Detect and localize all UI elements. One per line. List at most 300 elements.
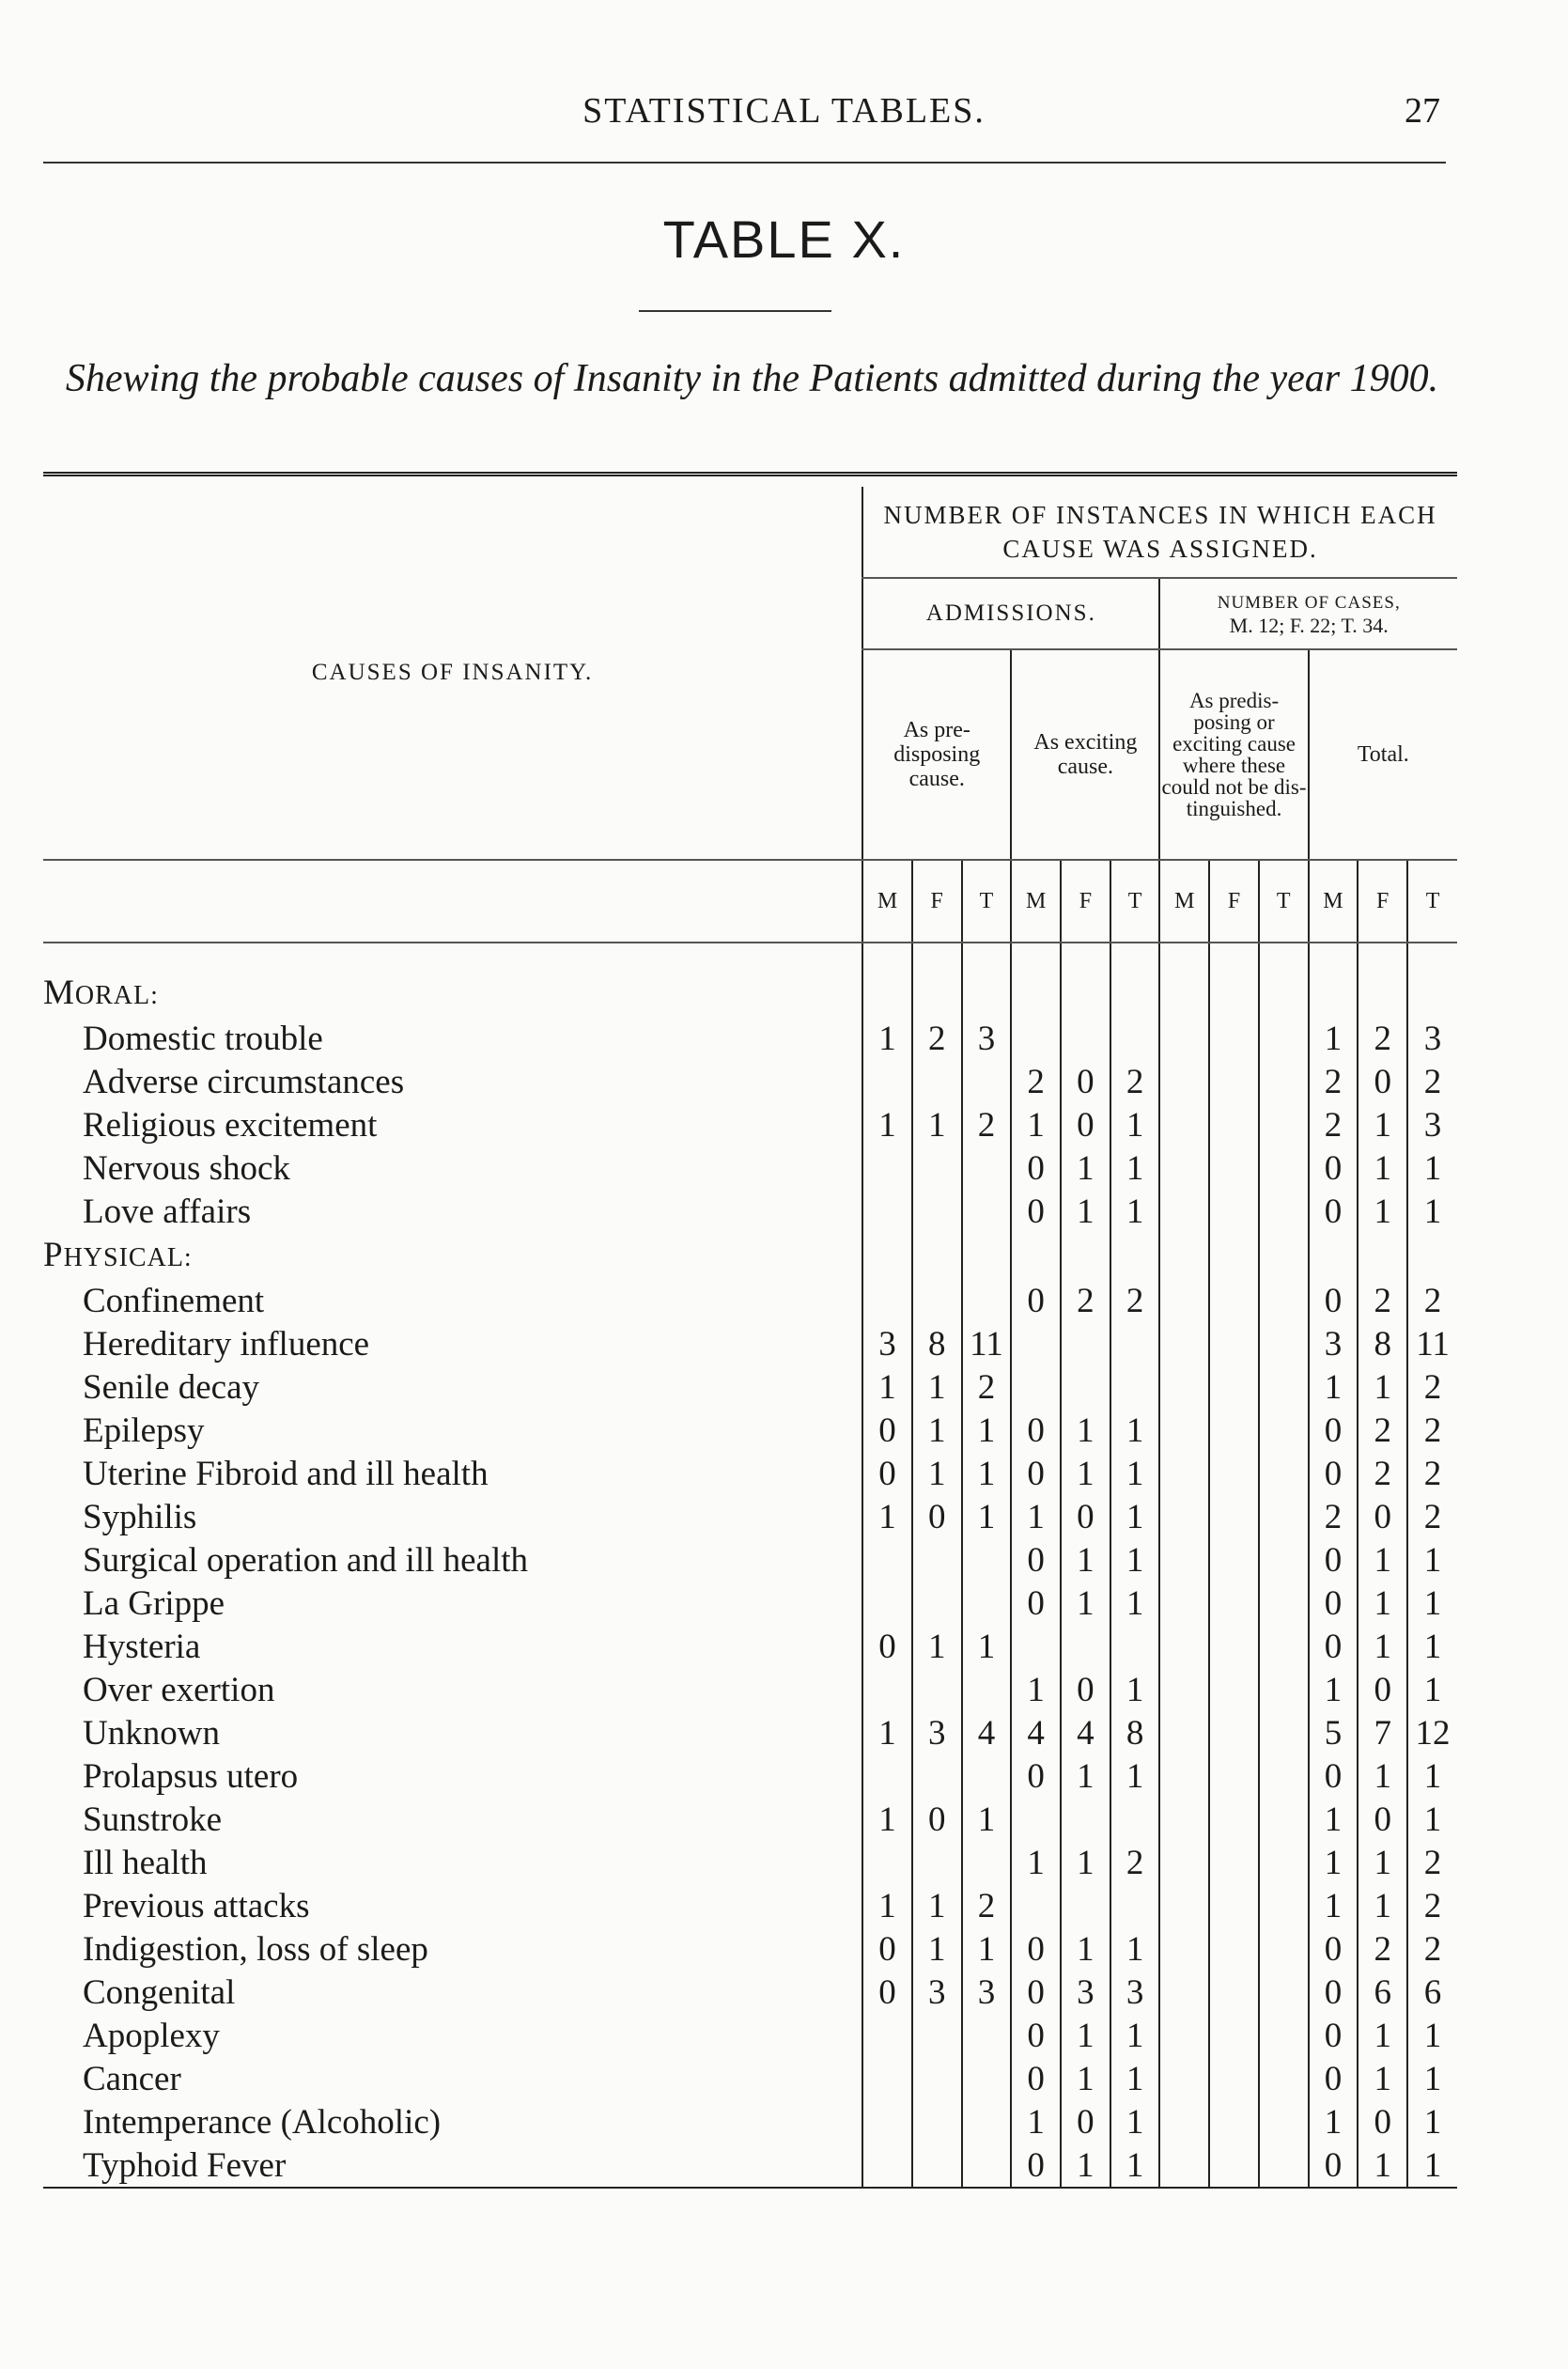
exc-value-cell xyxy=(1061,1366,1110,1410)
und-value-cell xyxy=(1209,2101,1259,2144)
tot-value-cell: 0 xyxy=(1358,1496,1407,1539)
cause-label: Ill health xyxy=(83,1844,208,1882)
table-top-rule xyxy=(43,472,1457,480)
tot-value-cell: 1 xyxy=(1407,1582,1457,1626)
pre-value-cell xyxy=(862,1539,912,1582)
exc-value-cell: 1 xyxy=(1110,1104,1160,1147)
tot-value-cell: 2 xyxy=(1407,1366,1457,1410)
page-number: 27 xyxy=(1405,91,1440,131)
und-value-cell xyxy=(1259,1712,1309,1755)
und-value-cell xyxy=(1159,1712,1209,1755)
tot-value-cell: 3 xyxy=(1407,1018,1457,1061)
exc-value-cell xyxy=(1110,1366,1160,1410)
pre-value-cell xyxy=(862,1842,912,1885)
cause-label: Nervous shock xyxy=(83,1149,290,1188)
pre-value-cell xyxy=(962,1539,1012,1582)
pre-value-cell xyxy=(912,1539,962,1582)
tot-value-cell: 5 xyxy=(1309,1712,1358,1755)
table-bottom-rule xyxy=(43,2187,1457,2189)
tot-value-cell: 1 xyxy=(1309,1799,1358,1842)
tot-value-cell: 2 xyxy=(1407,1496,1457,1539)
tot-value-cell: 0 xyxy=(1309,1453,1358,1496)
und-value-cell xyxy=(1159,2144,1209,2188)
pre-value-cell xyxy=(862,1582,912,1626)
tot-value-cell xyxy=(1407,1234,1457,1280)
exc-value-cell: 0 xyxy=(1061,1061,1110,1104)
und-value-cell xyxy=(1209,1234,1259,1280)
und-value-cell xyxy=(1259,1496,1309,1539)
exc-value-cell: 1 xyxy=(1011,2101,1061,2144)
exc-value-cell: 1 xyxy=(1110,2144,1160,2188)
tot-value-cell: 1 xyxy=(1407,1799,1457,1842)
cause-label: Indigestion, loss of sleep xyxy=(83,1930,428,1969)
pre-value-cell xyxy=(862,2058,912,2101)
und-value-cell xyxy=(1259,1669,1309,1712)
tot-value-cell: 6 xyxy=(1358,1972,1407,2015)
pre-value-cell xyxy=(862,1669,912,1712)
pre-value-cell xyxy=(912,2058,962,2101)
und-value-cell xyxy=(1159,1496,1209,1539)
pre-value-cell: 1 xyxy=(962,1410,1012,1453)
exc-value-cell: 0 xyxy=(1011,1280,1061,1323)
und-value-cell xyxy=(1259,1885,1309,1928)
causes-header: CAUSES OF INSANITY. xyxy=(43,487,862,860)
exc-value-cell: 2 xyxy=(1061,1280,1110,1323)
und-value-cell xyxy=(1159,1018,1209,1061)
pre-value-cell xyxy=(962,1191,1012,1234)
cause-label: Cancer xyxy=(83,2060,181,2098)
und-value-cell xyxy=(1209,1496,1259,1539)
title-rule xyxy=(639,310,831,312)
tot-value-cell: 0 xyxy=(1309,2015,1358,2058)
table-body xyxy=(43,943,1457,2188)
cause-label: Congenital xyxy=(83,1973,236,2012)
cause-label: Love affairs xyxy=(83,1192,252,1231)
exc-value-cell: 0 xyxy=(1011,2144,1061,2188)
pre-value-cell: 1 xyxy=(862,1712,912,1755)
cause-label: Hereditary influence xyxy=(83,1325,370,1364)
tot-value-cell: 1 xyxy=(1309,2101,1358,2144)
und-value-cell xyxy=(1259,1147,1309,1191)
tot-value-cell: 2 xyxy=(1358,1453,1407,1496)
pre-value-cell xyxy=(912,1280,962,1323)
exc-value-cell xyxy=(1011,1018,1061,1061)
und-value-cell xyxy=(1259,1323,1309,1366)
total-header: Total. xyxy=(1309,649,1457,860)
und-value-cell xyxy=(1259,2101,1309,2144)
tot-value-cell: 2 xyxy=(1407,1885,1457,1928)
und-value-cell xyxy=(1259,1755,1309,1799)
cause-label: Over exertion xyxy=(83,1671,275,1709)
pre-value-cell: 3 xyxy=(962,1972,1012,2015)
exc-value-cell: 3 xyxy=(1061,1972,1110,2015)
pre-value-cell: 1 xyxy=(862,1018,912,1061)
und-value-cell xyxy=(1259,1234,1309,1280)
und-value-cell xyxy=(1259,1280,1309,1323)
tot-value-cell: 2 xyxy=(1358,1280,1407,1323)
cases-header xyxy=(1159,578,1457,649)
und-value-cell xyxy=(1159,1234,1209,1280)
pre-value-cell: 1 xyxy=(912,1366,962,1410)
pre-value-cell xyxy=(962,2101,1012,2144)
und-value-cell xyxy=(1209,1885,1259,1928)
exc-value-cell xyxy=(1011,1885,1061,1928)
und-value-cell xyxy=(1209,1366,1259,1410)
exc-value-cell: 0 xyxy=(1061,1669,1110,1712)
und-value-cell xyxy=(1259,1104,1309,1147)
pre-value-cell xyxy=(962,972,1012,1018)
und-value-cell xyxy=(1159,1885,1209,1928)
tot-value-cell: 11 xyxy=(1407,1323,1457,1366)
tot-value-cell: 1 xyxy=(1358,2015,1407,2058)
und-value-cell xyxy=(1159,1410,1209,1453)
pre-value-cell: 0 xyxy=(862,1626,912,1669)
table-row xyxy=(43,1191,1457,1234)
exc-value-cell: 1 xyxy=(1110,1755,1160,1799)
exc-value-cell: 1 xyxy=(1061,2144,1110,2188)
und-value-cell xyxy=(1209,1755,1259,1799)
pre-value-cell xyxy=(962,1234,1012,1280)
cases-header-counts: M. 12; F. 22; T. 34. xyxy=(1229,614,1389,637)
tot-value-cell: 0 xyxy=(1309,1539,1358,1582)
exc-value-cell: 1 xyxy=(1011,1104,1061,1147)
und-value-cell xyxy=(1209,1061,1259,1104)
sex-column-header: F xyxy=(912,860,962,943)
exc-value-cell: 1 xyxy=(1061,2058,1110,2101)
und-value-cell xyxy=(1209,972,1259,1018)
sex-column-header: T xyxy=(962,860,1012,943)
exc-value-cell xyxy=(1011,972,1061,1018)
table-row xyxy=(43,2101,1457,2144)
und-value-cell xyxy=(1209,2144,1259,2188)
pre-value-cell xyxy=(912,1234,962,1280)
und-value-cell xyxy=(1159,1799,1209,1842)
table-row xyxy=(43,1453,1457,1496)
table-row xyxy=(43,1755,1457,1799)
exc-value-cell: 1 xyxy=(1110,1147,1160,1191)
table-row xyxy=(43,1885,1457,1928)
pre-value-cell: 2 xyxy=(912,1018,962,1061)
und-value-cell xyxy=(1259,1191,1309,1234)
und-value-cell xyxy=(1159,1453,1209,1496)
instances-header: NUMBER OF INSTANCES IN WHICH EACH CAUSE WAS ASSIGNED. xyxy=(862,487,1457,578)
sex-column-header: M xyxy=(1159,860,1209,943)
running-head xyxy=(38,90,1530,137)
und-value-cell xyxy=(1259,1018,1309,1061)
exc-value-cell: 1 xyxy=(1061,1842,1110,1885)
pre-value-cell: 3 xyxy=(912,1972,962,2015)
tot-value-cell: 1 xyxy=(1309,1669,1358,1712)
pre-value-cell xyxy=(912,1842,962,1885)
tot-value-cell: 8 xyxy=(1358,1323,1407,1366)
sex-column-header: T xyxy=(1259,860,1309,943)
pre-value-cell: 2 xyxy=(962,1104,1012,1147)
tot-value-cell: 2 xyxy=(1407,1453,1457,1496)
und-value-cell xyxy=(1159,1104,1209,1147)
tot-value-cell: 0 xyxy=(1358,2101,1407,2144)
tot-value-cell: 2 xyxy=(1407,1061,1457,1104)
exc-value-cell: 0 xyxy=(1011,1147,1061,1191)
pre-value-cell xyxy=(912,1191,962,1234)
table-row xyxy=(43,2144,1457,2188)
tot-value-cell: 2 xyxy=(1358,1928,1407,1972)
exc-value-cell: 1 xyxy=(1061,1755,1110,1799)
cause-label: Apoplexy xyxy=(83,2017,220,2055)
tot-value-cell: 0 xyxy=(1309,1191,1358,1234)
pre-value-cell: 0 xyxy=(862,1453,912,1496)
und-value-cell xyxy=(1259,1928,1309,1972)
exc-value-cell: 1 xyxy=(1061,1191,1110,1234)
table-row xyxy=(43,1972,1457,2015)
table-row xyxy=(43,1712,1457,1755)
cause-label: Intemperance (Alcoholic) xyxy=(83,2103,442,2142)
exc-value-cell: 1 xyxy=(1061,1147,1110,1191)
exc-value-cell: 4 xyxy=(1011,1712,1061,1755)
tot-value-cell: 0 xyxy=(1309,1755,1358,1799)
section-heading: MORAL: xyxy=(43,974,159,1012)
section-heading: PHYSICAL: xyxy=(43,1236,193,1274)
pre-value-cell xyxy=(862,2101,912,2144)
table-row xyxy=(43,1018,1457,1061)
tot-value-cell: 1 xyxy=(1407,1626,1457,1669)
exc-value-cell: 1 xyxy=(1110,1582,1160,1626)
pre-value-cell xyxy=(912,1669,962,1712)
und-value-cell xyxy=(1159,1928,1209,1972)
exc-value-cell xyxy=(1061,1323,1110,1366)
pre-value-cell: 1 xyxy=(862,1799,912,1842)
exc-value-cell: 1 xyxy=(1011,1669,1061,1712)
exc-value-cell: 0 xyxy=(1061,2101,1110,2144)
predisposing-header: As pre-disposing cause. xyxy=(862,649,1011,860)
pre-value-cell: 0 xyxy=(862,1972,912,2015)
tot-value-cell: 12 xyxy=(1407,1712,1457,1755)
pre-value-cell: 2 xyxy=(962,1885,1012,1928)
exc-value-cell xyxy=(1110,1234,1160,1280)
table-row xyxy=(43,1104,1457,1147)
tot-value-cell: 1 xyxy=(1407,2144,1457,2188)
tot-value-cell: 1 xyxy=(1407,1669,1457,1712)
pre-value-cell: 0 xyxy=(912,1799,962,1842)
tot-value-cell: 1 xyxy=(1407,2015,1457,2058)
exc-value-cell xyxy=(1061,1234,1110,1280)
blank-cell xyxy=(43,860,862,943)
tot-value-cell: 0 xyxy=(1309,1147,1358,1191)
exc-value-cell: 0 xyxy=(1011,2015,1061,2058)
sex-column-header: M xyxy=(862,860,912,943)
exciting-header: As exciting cause. xyxy=(1011,649,1159,860)
pre-value-cell: 1 xyxy=(862,1885,912,1928)
und-value-cell xyxy=(1209,1539,1259,1582)
table-row xyxy=(43,1539,1457,1582)
und-value-cell xyxy=(1209,1842,1259,1885)
exc-value-cell: 0 xyxy=(1061,1496,1110,1539)
tot-value-cell: 1 xyxy=(1358,1755,1407,1799)
tot-value-cell: 1 xyxy=(1358,1366,1407,1410)
tot-value-cell: 2 xyxy=(1407,1280,1457,1323)
exc-value-cell xyxy=(1011,1799,1061,1842)
tot-value-cell: 7 xyxy=(1358,1712,1407,1755)
exc-value-cell: 1 xyxy=(1110,1191,1160,1234)
und-value-cell xyxy=(1209,1280,1259,1323)
pre-value-cell: 1 xyxy=(912,1104,962,1147)
exc-value-cell: 2 xyxy=(1011,1061,1061,1104)
exc-value-cell: 1 xyxy=(1110,1453,1160,1496)
pre-value-cell xyxy=(862,1191,912,1234)
tot-value-cell: 2 xyxy=(1407,1928,1457,1972)
und-value-cell xyxy=(1259,1453,1309,1496)
pre-value-cell xyxy=(962,2058,1012,2101)
und-value-cell xyxy=(1259,1539,1309,1582)
und-value-cell xyxy=(1159,2058,1209,2101)
und-value-cell xyxy=(1209,1104,1259,1147)
tot-value-cell: 0 xyxy=(1309,1582,1358,1626)
pre-value-cell xyxy=(962,2144,1012,2188)
tot-value-cell: 3 xyxy=(1309,1323,1358,1366)
und-value-cell xyxy=(1259,1582,1309,1626)
und-value-cell xyxy=(1159,1626,1209,1669)
exc-value-cell: 4 xyxy=(1061,1712,1110,1755)
und-value-cell xyxy=(1159,2015,1209,2058)
tot-value-cell: 1 xyxy=(1358,1842,1407,1885)
sex-column-header: M xyxy=(1309,860,1358,943)
exc-value-cell: 1 xyxy=(1011,1842,1061,1885)
tot-value-cell: 1 xyxy=(1309,1018,1358,1061)
tot-value-cell: 1 xyxy=(1358,2144,1407,2188)
table-subtitle: Shewing the probable causes of Insanity in the Patients admitted during the year 1900. xyxy=(65,357,1439,400)
pre-value-cell: 3 xyxy=(862,1323,912,1366)
exc-value-cell: 0 xyxy=(1061,1104,1110,1147)
exc-value-cell: 1 xyxy=(1110,1410,1160,1453)
cases-header-label: NUMBER OF CASES, xyxy=(1217,593,1401,613)
und-value-cell xyxy=(1259,1972,1309,2015)
pre-value-cell xyxy=(962,1669,1012,1712)
und-value-cell xyxy=(1159,1669,1209,1712)
und-value-cell xyxy=(1159,1539,1209,1582)
exc-value-cell: 1 xyxy=(1061,1582,1110,1626)
cause-label: Unknown xyxy=(83,1714,220,1753)
exc-value-cell xyxy=(1110,1323,1160,1366)
und-value-cell xyxy=(1209,1191,1259,1234)
pre-value-cell xyxy=(862,972,912,1018)
exc-value-cell: 0 xyxy=(1011,1191,1061,1234)
und-value-cell xyxy=(1159,972,1209,1018)
tot-value-cell: 1 xyxy=(1407,1539,1457,1582)
pre-value-cell xyxy=(912,2144,962,2188)
tot-value-cell: 2 xyxy=(1309,1496,1358,1539)
table-row xyxy=(43,1626,1457,1669)
sex-column-header: F xyxy=(1358,860,1407,943)
pre-value-cell xyxy=(912,1582,962,1626)
und-value-cell xyxy=(1259,1842,1309,1885)
tot-value-cell: 1 xyxy=(1358,1147,1407,1191)
tot-value-cell: 0 xyxy=(1309,1626,1358,1669)
tot-value-cell: 0 xyxy=(1358,1799,1407,1842)
pre-value-cell: 0 xyxy=(862,1928,912,1972)
exc-value-cell xyxy=(1011,1626,1061,1669)
und-value-cell xyxy=(1259,2058,1309,2101)
cause-label: Prolapsus utero xyxy=(83,1757,299,1796)
pre-value-cell: 0 xyxy=(862,1410,912,1453)
pre-value-cell xyxy=(862,1755,912,1799)
und-value-cell xyxy=(1159,1191,1209,1234)
pre-value-cell xyxy=(912,972,962,1018)
table-row xyxy=(43,1061,1457,1104)
exc-value-cell: 2 xyxy=(1110,1280,1160,1323)
table-row xyxy=(43,1323,1457,1366)
table-row xyxy=(43,1496,1457,1539)
und-value-cell xyxy=(1159,1323,1209,1366)
tot-value-cell: 1 xyxy=(1358,2058,1407,2101)
pre-value-cell: 1 xyxy=(962,1496,1012,1539)
pre-value-cell xyxy=(912,1755,962,1799)
und-value-cell xyxy=(1259,1799,1309,1842)
cause-label: Domestic trouble xyxy=(83,1020,323,1058)
pre-value-cell xyxy=(862,1234,912,1280)
cause-label: Senile decay xyxy=(83,1368,259,1407)
exc-value-cell: 0 xyxy=(1011,1539,1061,1582)
admissions-header: ADMISSIONS. xyxy=(862,578,1159,649)
section-row xyxy=(43,972,1457,1018)
und-value-cell xyxy=(1209,1453,1259,1496)
section-row xyxy=(43,1234,1457,1280)
cause-label: Epilepsy xyxy=(83,1411,205,1450)
exc-value-cell: 8 xyxy=(1110,1712,1160,1755)
exc-value-cell xyxy=(1061,1885,1110,1928)
tot-value-cell: 3 xyxy=(1407,1104,1457,1147)
undistinguished-header: As predis-posing or exciting cause where these could not be dis-tinguished. xyxy=(1159,649,1308,860)
table-row xyxy=(43,1928,1457,1972)
table-row xyxy=(43,1842,1457,1885)
pre-value-cell: 1 xyxy=(862,1366,912,1410)
exc-value-cell: 0 xyxy=(1011,1972,1061,2015)
und-value-cell xyxy=(1209,2058,1259,2101)
table-row xyxy=(43,1669,1457,1712)
cause-label: Sunstroke xyxy=(83,1800,222,1839)
cause-label: Syphilis xyxy=(83,1498,197,1536)
exc-value-cell xyxy=(1110,1885,1160,1928)
pre-value-cell: 1 xyxy=(862,1496,912,1539)
sex-header-row xyxy=(43,860,1457,943)
pre-value-cell: 1 xyxy=(912,1453,962,1496)
running-title: STATISTICAL TABLES. xyxy=(582,91,986,131)
tot-value-cell: 2 xyxy=(1407,1410,1457,1453)
tot-value-cell: 1 xyxy=(1358,1885,1407,1928)
und-value-cell xyxy=(1159,1582,1209,1626)
exc-value-cell xyxy=(1061,1018,1110,1061)
exc-value-cell: 1 xyxy=(1110,2015,1160,2058)
tot-value-cell: 1 xyxy=(1309,1366,1358,1410)
pre-value-cell xyxy=(912,1061,962,1104)
pre-value-cell: 11 xyxy=(962,1323,1012,1366)
pre-value-cell: 1 xyxy=(912,1928,962,1972)
pre-value-cell xyxy=(912,2101,962,2144)
tot-value-cell: 0 xyxy=(1309,2058,1358,2101)
causes-table xyxy=(43,487,1457,2188)
tot-value-cell: 2 xyxy=(1358,1410,1407,1453)
exc-value-cell: 1 xyxy=(1061,1539,1110,1582)
tot-value-cell: 1 xyxy=(1407,1191,1457,1234)
table-title: TABLE X. xyxy=(662,210,906,269)
und-value-cell xyxy=(1159,1842,1209,1885)
pre-value-cell xyxy=(862,1147,912,1191)
pre-value-cell xyxy=(962,1842,1012,1885)
sex-column-header: M xyxy=(1011,860,1061,943)
exc-value-cell: 3 xyxy=(1110,1972,1160,2015)
tot-value-cell xyxy=(1358,1234,1407,1280)
und-value-cell xyxy=(1159,1366,1209,1410)
sex-column-header: F xyxy=(1061,860,1110,943)
tot-value-cell: 2 xyxy=(1407,1842,1457,1885)
